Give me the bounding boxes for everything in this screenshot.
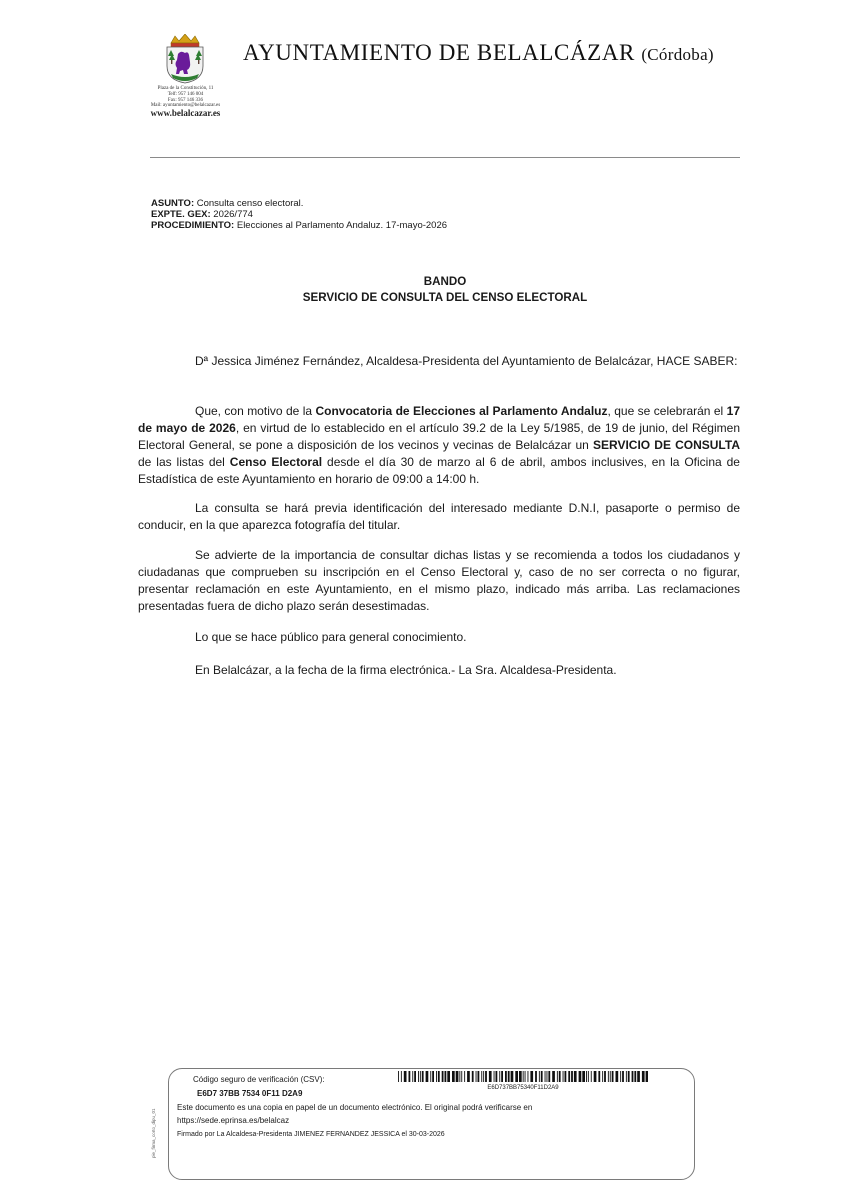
paragraph-advertencia bbox=[138, 547, 740, 615]
meta-expte bbox=[151, 209, 253, 220]
meta-asunto bbox=[151, 198, 303, 209]
paragraph-firma: En Belalcázar, a la fecha de la firma electrónica.- La Sra. Alcaldesa-Presidenta. bbox=[195, 663, 617, 677]
bando-heading: BANDO bbox=[423, 275, 467, 288]
address-fax: Fax: 957 146 336 bbox=[167, 98, 204, 103]
barcode-number: E6D737BB75340F11D2A9 bbox=[487, 1085, 559, 1091]
p4-text: Se advierte de la importancia de consultar dichas listas y se recomienda a todos los ciudadanos y ciudadanas que comprueben su inscripción en el Censo Electoral y, caso de no ser correcta o no figurar, presentar reclamación en este Ayuntamiento, en el mismo plazo, indicado más arriba. Las reclamaciones presentadas fuera de dicho plazo serán desestimadas. bbox=[138, 548, 740, 613]
p3-text: La consulta se hará previa identificación del interesado mediante D.N.I, pasaporte o permiso de conducir, en la que aparezca fotografía del titular. bbox=[138, 501, 740, 532]
expte-label: EXPTE. GEX: bbox=[151, 209, 211, 220]
barcode-icon bbox=[398, 1071, 648, 1082]
p2-text-4: de las listas del bbox=[138, 455, 230, 469]
side-mark-text bbox=[147, 1090, 159, 1160]
paragraph-convocatoria bbox=[138, 403, 740, 488]
paragraph-intro bbox=[138, 353, 740, 370]
paragraph-publico: Lo que se hace público para general conocimiento. bbox=[195, 630, 467, 644]
p2-text-2: , que se celebrarán el bbox=[607, 404, 727, 418]
p2-text-5: desde el día 30 de marzo al 6 de abril, ambos inclusives, en la Oficina de Estadística de este Ayuntamiento en horario de 09:00 a 14:00 h. bbox=[138, 455, 740, 486]
verification-url[interactable]: https://sede.eprinsa.es/belalcaz bbox=[177, 1116, 290, 1125]
service-heading: SERVICIO DE CONSULTA DEL CENSO ELECTORAL bbox=[302, 291, 588, 304]
copy-notice-line1: Este documento es una copia en papel de un documento electrónico. El original podrá verificarse en bbox=[177, 1103, 533, 1112]
csv-label: Código seguro de verificación (CSV): bbox=[193, 1075, 325, 1084]
intro-text: Dª Jessica Jiménez Fernández, Alcaldesa-Presidenta del Ayuntamiento de Belalcázar, HACE SABER: bbox=[195, 354, 738, 368]
p2-bold-date: 17 de mayo de 2026 bbox=[138, 404, 740, 435]
meta-procedimiento bbox=[151, 220, 447, 231]
address-phone: Telf: 957 146 004 bbox=[167, 92, 204, 97]
proc-value: Elecciones al Parlamento Andaluz. 17-mayo-2026 bbox=[236, 220, 448, 231]
address-mail: Mail: ayuntamiento@belalcazar.es bbox=[150, 103, 221, 108]
csv-code: E6D7 37BB 7534 0F11 D2A9 bbox=[197, 1089, 303, 1098]
page-title bbox=[243, 40, 714, 66]
side-mark-label: pie_firma_corto_dipu_01 bbox=[151, 1108, 156, 1158]
title-province: (Córdoba) bbox=[641, 45, 714, 64]
p2-text-1: Que, con motivo de la bbox=[195, 404, 316, 418]
paragraph-identificacion bbox=[138, 500, 740, 534]
proc-label: PROCEDIMIENTO: bbox=[151, 220, 235, 231]
p2-bold-servicio: SERVICIO DE CONSULTA bbox=[593, 438, 740, 452]
title-text: AYUNTAMIENTO DE BELALCÁZAR bbox=[243, 40, 635, 65]
signed-by: Firmado por La Alcaldesa-Presidenta JIMENEZ FERNANDEZ JESSICA el 30-03-2026 bbox=[177, 1131, 445, 1138]
address-street: Plaza de la Constitución, 11 bbox=[157, 86, 214, 91]
asunto-value: Consulta censo electoral. bbox=[196, 198, 304, 209]
coat-of-arms-icon bbox=[163, 34, 207, 84]
expte-value: 2026/774 bbox=[213, 209, 253, 220]
p2-text-3: , en virtud de lo establecido en el artículo 39.2 de la Ley 5/1985, de 19 de junio, del Régimen Electoral General, se pone a disposición de los vecinos y vecinas de Belalcázar un bbox=[138, 421, 740, 452]
website-link[interactable]: www.belalcazar.es bbox=[150, 108, 221, 118]
header-divider bbox=[150, 157, 740, 158]
asunto-label: ASUNTO: bbox=[151, 198, 195, 209]
p2-bold-convocatoria: Convocatoria de Elecciones al Parlamento Andaluz bbox=[315, 404, 608, 418]
p2-bold-censo: Censo Electoral bbox=[229, 455, 323, 469]
